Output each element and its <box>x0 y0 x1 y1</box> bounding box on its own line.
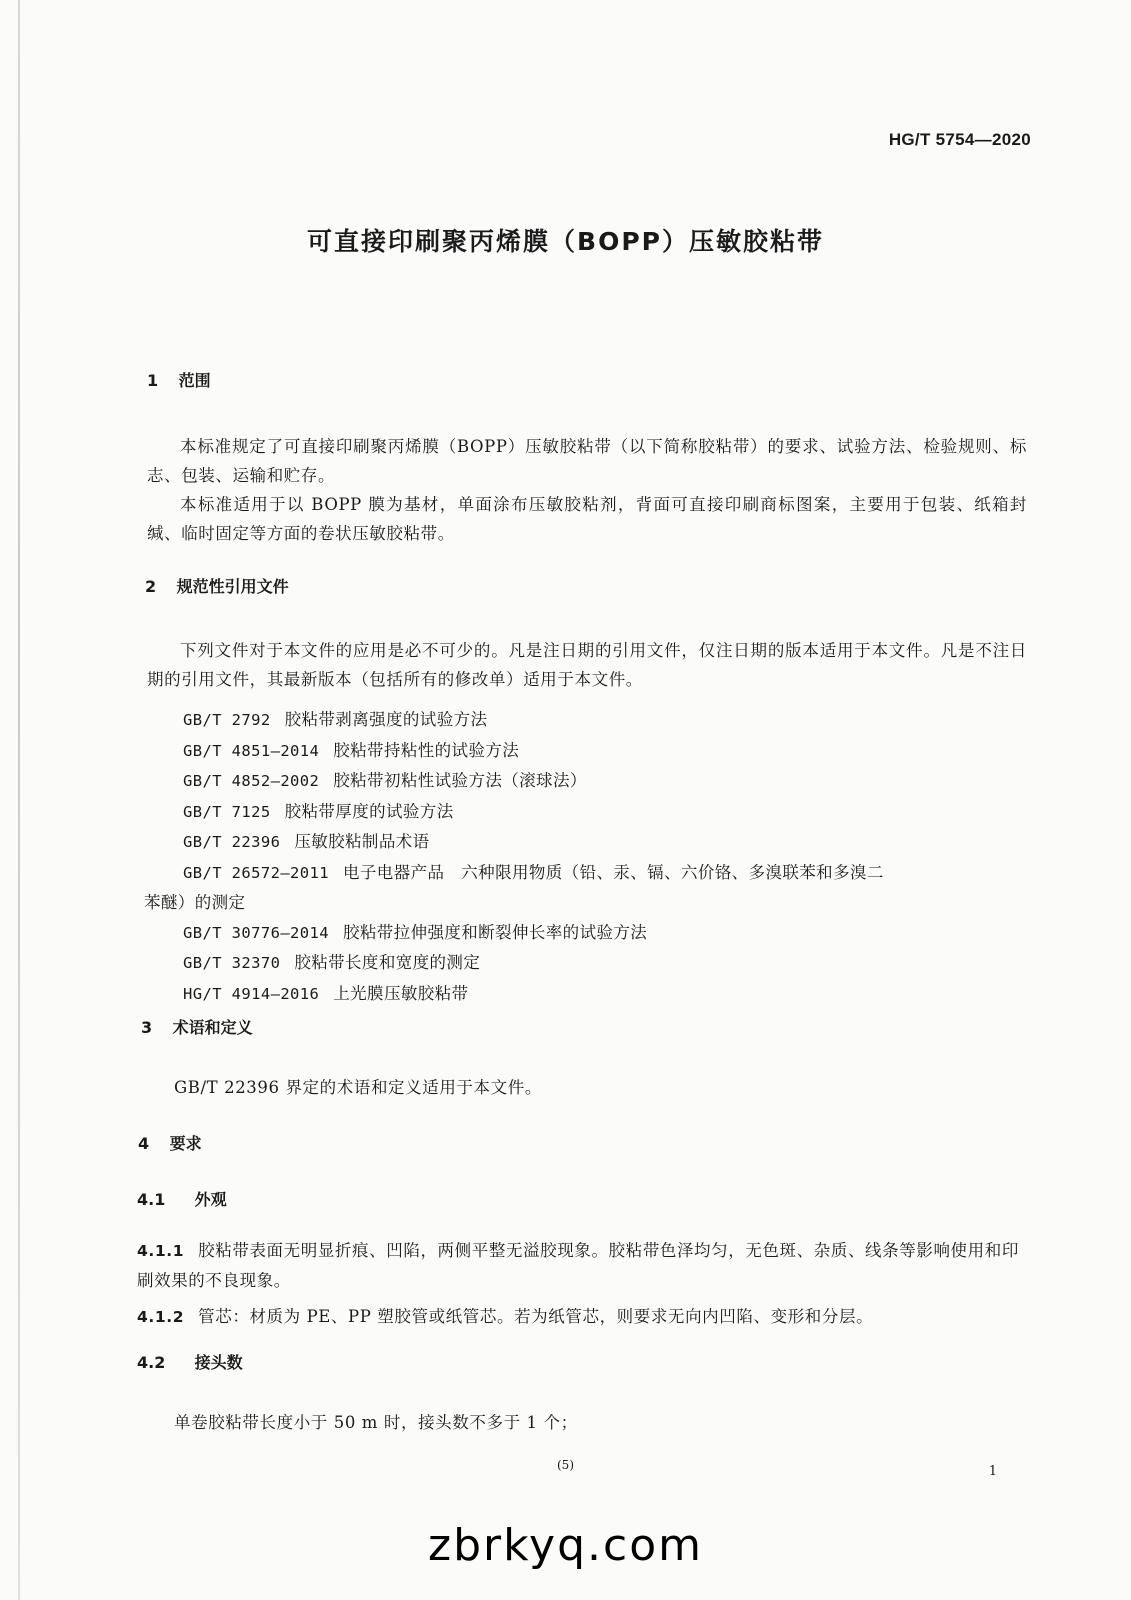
reference-item: GB/T 32370 胶粘带长度和宽度的测定 <box>183 953 481 972</box>
clause-4-1-1 <box>137 1236 1027 1295</box>
section-number: 3 <box>141 1018 153 1037</box>
reference-item: GB/T 30776—2014 胶粘带拉伸强度和断裂伸长率的试验方法 <box>183 922 648 942</box>
section-number: 4.1 <box>137 1190 166 1209</box>
clause-4-1-2 <box>137 1302 1027 1332</box>
reference-item: GB/T 4851—2014 胶粘带持粘性的试验方法 <box>183 740 520 760</box>
section-4-2-paragraph: 单卷胶粘带长度小于 50 m 时，接头数不多于 1 个； <box>174 1413 578 1432</box>
reference-item-continuation: 苯醚）的测定 <box>144 893 246 912</box>
section-1-heading <box>147 368 211 391</box>
section-1-paragraph-1: 本标准规定了可直接印刷聚丙烯膜（BOPP）压敏胶粘带（以下简称胶粘带）的要求、试验方法、检验规则、标志、包装、运输和贮存。 <box>147 437 1027 485</box>
clause-text: 胶粘带表面无明显折痕、凹陷，两侧平整无溢胶现象。胶粘带色泽均匀，无色斑、杂质、线条等影响使用和印刷效果的不良现象。 <box>137 1241 1019 1290</box>
standard-code: HG/T 5754—2020 <box>888 130 1031 149</box>
section-title: 要求 <box>169 1134 202 1153</box>
reference-item: GB/T 26572—2011 电子电器产品 六种限用物质（铅、汞、镉、六价铬、多溴联苯和多溴二 <box>183 862 884 882</box>
reference-item: GB/T 22396 压敏胶粘制品术语 <box>183 832 430 851</box>
section-3-heading <box>141 1015 253 1038</box>
document-title: 可直接印刷聚丙烯膜（BOPP）压敏胶粘带 <box>307 227 824 256</box>
reference-item: GB/T 4852—2002 胶粘带初粘性试验方法（滚球法） <box>183 771 587 790</box>
subsection-4-2-heading <box>137 1350 243 1373</box>
reference-item: GB/T 2792 胶粘带剥离强度的试验方法 <box>183 710 488 729</box>
page-number-right: 1 <box>988 1464 997 1479</box>
section-title: 规范性引用文件 <box>176 577 289 596</box>
section-title: 接头数 <box>194 1353 243 1372</box>
section-number: 4.2 <box>137 1353 166 1372</box>
section-3-paragraph: GB/T 22396 界定的术语和定义适用于本文件。 <box>174 1078 542 1097</box>
subsection-4-1-heading <box>137 1187 227 1210</box>
section-number: 1 <box>147 371 159 390</box>
reference-item: HG/T 4914—2016 上光膜压敏胶粘带 <box>183 983 469 1003</box>
clause-text: 管芯：材质为 PE、PP 塑胶管或纸管芯。若为纸管芯，则要求无向内凹陷、变形和分层。 <box>198 1307 874 1326</box>
clause-number: 4.1.2 <box>137 1308 185 1326</box>
section-4-heading <box>138 1131 202 1154</box>
clause-number: 4.1.1 <box>137 1242 185 1260</box>
page-number-center: (5) <box>557 1458 574 1472</box>
section-number: 4 <box>138 1134 150 1153</box>
section-2-paragraph: 下列文件对于本文件的应用是必不可少的。凡是注日期的引用文件，仅注日期的版本适用于本文件。凡是不注日期的引用文件，其最新版本（包括所有的修改单）适用于本文件。 <box>147 641 1027 689</box>
normative-references-list <box>144 705 1033 1009</box>
section-number: 2 <box>145 577 157 596</box>
section-title: 范围 <box>178 371 211 390</box>
watermark-text: zbrkyq.com <box>428 1520 703 1571</box>
section-title: 外观 <box>194 1190 227 1209</box>
section-2-heading <box>145 574 289 597</box>
section-title: 术语和定义 <box>172 1018 253 1037</box>
reference-item: GB/T 7125 胶粘带厚度的试验方法 <box>183 801 454 821</box>
section-1-paragraph-2: 本标准适用于以 BOPP 膜为基材，单面涂布压敏胶粘剂，背面可直接印刷商标图案，主要用于包装、纸箱封缄、临时固定等方面的卷状压敏胶粘带。 <box>147 495 1027 543</box>
